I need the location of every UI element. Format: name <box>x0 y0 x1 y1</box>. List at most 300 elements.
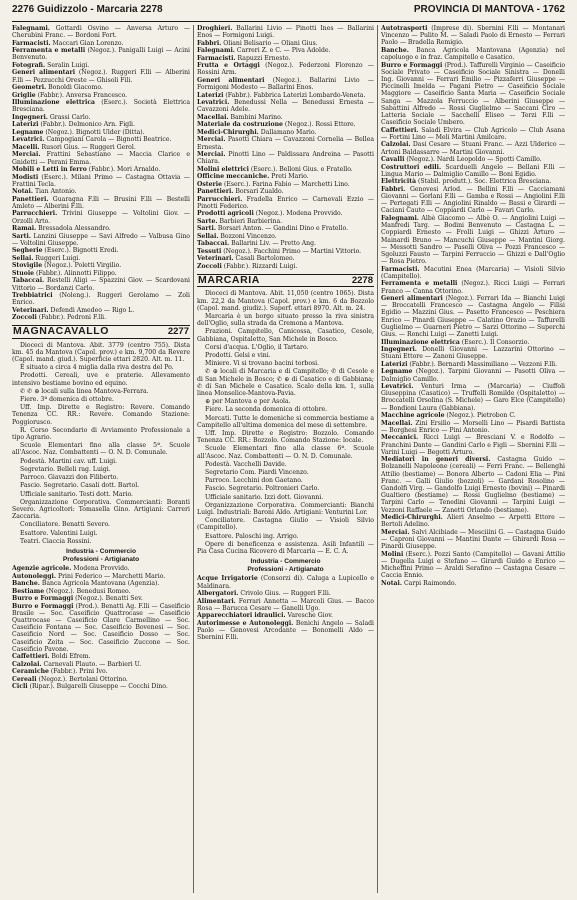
directory-entry <box>12 277 190 291</box>
directory-entry <box>197 25 374 39</box>
directory-entry <box>381 383 565 412</box>
entry-text: Benedussi Nella — Benedussi Ernesta — Cavazzoni Adele. <box>197 99 374 114</box>
directory-entry <box>12 270 190 277</box>
entry-category: Elettricità <box>381 178 417 186</box>
entry-text: Carreri Z. e C. — Piva Adolde. <box>234 47 331 55</box>
directory-entry <box>381 127 565 141</box>
entry-text: Restelli Aligi — Spazzini Giov. — Scardovani Vittorio — Bordanzi Carlo. <box>12 277 190 292</box>
directory-entry <box>12 151 190 165</box>
entry-category: Sellai. <box>12 254 34 262</box>
entry-category: Osterie <box>197 180 223 188</box>
directory-entry <box>197 166 374 173</box>
directory-entry <box>197 92 374 99</box>
entry-category: Molini elettrici <box>197 165 249 173</box>
entry-category: Calzolai. <box>381 141 411 149</box>
description-paragraph: Podestà. Martini cav. uff. Luigi. <box>20 457 118 465</box>
description-paragraph: Frazioni. Campitello, Canicossa, Casatico, Cesole, Gabbiana, Ospitaletto, San Michele in Bosco. <box>197 328 374 343</box>
column-divider <box>193 25 194 893</box>
entry-category: Acque Irrigatorie <box>197 575 258 583</box>
entry-category: Levatrici. <box>381 383 414 390</box>
directory-entry <box>12 62 190 69</box>
entry-category: Falegnami. <box>12 25 50 32</box>
town-name: MARCARIA <box>198 274 260 287</box>
entry-text: Borsari Zualdo. <box>233 188 284 196</box>
directory-entry <box>12 40 190 47</box>
entry-text: (Eserc.). Pozzi Santo (Campitello) — Gavani Attilio — Dugella Luigi e Stefano — Girardi Guido e Enrico — Micheffini Primo — Araldi Serafino — Castagna Cesare — Caccia Ennio. <box>381 550 565 580</box>
entry-text: (Negoz.). Nardi Leopoldo — Spotti Camillo. <box>404 156 542 164</box>
directory-entry <box>12 653 190 660</box>
entry-text: Bressadola Alessandro. <box>36 225 111 233</box>
description-paragraph: ⊕ per Mantova e per Asola. <box>205 398 291 406</box>
entry-text: Bambini Marino. <box>228 113 283 121</box>
directory-entry <box>197 240 374 247</box>
entry-category: Stovigile <box>12 262 43 270</box>
entry-text: (Fabbr.). Delmonico Arn. Figli. <box>38 121 135 129</box>
directory-entry <box>381 186 565 215</box>
entry-text: Bozzoni Vincenzo. <box>218 232 277 240</box>
entry-category: Legname <box>12 128 44 136</box>
entry-category: Stuoie <box>12 269 35 277</box>
directory-entry <box>381 156 565 163</box>
entry-text: Frattini Sebastiano — Maccia Clarice e Gnidetti — Perani Emma. <box>12 151 190 166</box>
directory-entry <box>381 178 565 185</box>
entry-text: Crivolo Gius. — Ruggeri F.lli. <box>238 590 331 598</box>
entry-text: Dallamano Mario. <box>258 128 317 136</box>
entry-text: (Negoz.). Ballarini Livio — Formigoni Modesto — Ballarini Enos. <box>197 76 374 92</box>
entry-category: Macellai. <box>381 419 413 427</box>
entry-text: Saladi Elvira — Club Agricolo — Club Asana — Fortini Lino — Meli Martini Amilcare. <box>381 126 565 141</box>
entry-text: Scarduelli Angelo — Bellani F.lli — Lingua Mario — Dalmiglio Camillo — Boni Egidio. <box>381 163 565 178</box>
entry-category: Costruttori edili. <box>381 163 442 171</box>
entry-text: Barbieri Barbierina. <box>217 217 283 225</box>
directory-entry <box>12 225 190 232</box>
directory-entry <box>197 129 374 136</box>
entry-text: Albè Giacomo — Albè O. — Angiolini Luigi — Manfredi Targ. — Bodini Benvenuto — Castagna L. — Coppiardi Ernesto — Frolli Luigi — Ghizzi Arturo — Mainardi Bruno — Mancuchi Giuseppe — Mantini Giorg. — Messotti Sandro — Paselli Oliva — Pozzi Francesco — Sgoluzzi Fausto — Tarpini Ferruccio — Ghizzi e Dall'Oglio — Rosa Pietro. <box>381 214 565 266</box>
entry-category: Falegnami. <box>381 214 419 222</box>
entry-category: Merciai. <box>381 528 410 536</box>
directory-entry <box>12 603 190 653</box>
entry-text: (Negoz.). Facchini Primo — Martini Vittorio. <box>221 247 362 255</box>
entry-text: (Eserc.). Belloni Gius. e Fratello. <box>248 165 353 173</box>
directory-entry <box>12 588 190 595</box>
directory-entry <box>381 339 565 346</box>
description-paragraph: Segretario. Belleli rag. Luigi. <box>20 465 111 473</box>
entry-category: Medici-Chirurghi. <box>197 128 259 136</box>
entry-text: Boldi Efrem. <box>49 653 91 661</box>
entry-text: Castagna Guido — Bolzanelli Napoleone (cereali) — Ferri Franc. — Bellenghi Attilio (bestiame) — Bonora Alberto — Cadoni Elia — Pini Franc. — Galli Giulio (bozzoli) — Gardani Rosolino — Gandolfi Virg. — Gandolfo Luigi Ernesto (bovini) — Pinardi Gualtiero (bestiame) — Rossi Guglielmo (bestiame) — Tarpini Carlo — Tenedini Giovanni — Tarpini Luigi — Vezzoni Raffaele — Zanetti Orlando (bestiame). <box>381 456 565 514</box>
entry-category: Burro e Formaggi <box>381 61 443 69</box>
directory-entry <box>381 551 565 580</box>
entry-text: (Eserc.). Bignotti Eredi. <box>42 247 119 255</box>
description-paragraph: Prodotti. Gelsi e vini. <box>205 351 271 359</box>
directory-entry <box>381 420 565 434</box>
entry-text: Pasotti Chiara — Cavazzoni Cornelia — Bellea Ernesta. <box>197 136 374 151</box>
entry-list <box>197 575 374 641</box>
entry-text: (Negoz.). Bertolani Ottorino. <box>36 675 128 683</box>
entry-category: Fabbri. <box>381 185 406 193</box>
entry-text: Defendi Amedeo — Rigo L. <box>48 306 135 314</box>
entry-text: (Fabbr.). Bernardi Massimiliano — Vezzoni F.lli. <box>407 360 558 368</box>
entry-text: (Negoz.). Poletti Virgilio. <box>42 262 122 270</box>
description-paragraph: Prodotti. Cereali, uve e praterie. Allevamento intensivo bestiame bovino ed equino. <box>12 372 190 387</box>
directory-entry <box>197 248 374 255</box>
entry-category: Ramai. <box>12 225 37 233</box>
directory-entry <box>197 620 374 642</box>
directory-entry <box>12 307 190 314</box>
entry-text: Macutini Enea (Marcaria) — Visioli Silvio (Campitello). <box>381 265 565 280</box>
directory-entry <box>12 47 190 61</box>
description-paragraph: Uff. Imp. Dirette e Registro: Revere. Comando Tenenza CC. RR.: Revere. Comando Stazione: Poggiorusco. <box>12 404 190 426</box>
description-paragraph: ✆ ⊕ locali di Marcaria e di Campitello; ✆ di Cesole e di San Michele in Bosco; ✆ ⊕ di Casatico e di Gabbiana; ✆ di San Michele e Casatico. Scalo della km. 1, sulla linea Monselice-Mantova-Pavia. <box>197 368 374 397</box>
description-paragraph: Fascio. Segretario. Casali dott. Bartol. <box>20 482 140 490</box>
entry-category: Apparecchiatori idraulici. <box>197 612 286 620</box>
entry-text: (Prod.). Benatti Ag. F.lli — Caseificio Brasile — Soc. Caseificio Quattrocase — Caseificio Quattrocase — Caseificio Glare Carmellino — Soc. Caseificio Fontana — Soc. Caseificio Bovenesi — Soc. Caseificio Nord — Soc. Caseificio Dosso — Soc. Caseificio Zeita — Soc. Caseificio Zuccone — Soc. Caseificio Pavone. <box>12 602 190 653</box>
entry-category: Caffettieri. <box>12 653 50 661</box>
entry-category: Parrucchieri. <box>12 210 58 218</box>
entry-category: Ingegneri. <box>12 113 48 121</box>
directory-entry <box>197 77 374 91</box>
directory-entry <box>381 47 565 61</box>
entry-text: Guaragna F.lli — Brusini F.lli — Bestelli Amleto — Alberini F.lli. <box>12 195 190 210</box>
directory-entry <box>12 84 190 91</box>
directory-entry <box>12 247 190 254</box>
directory-entry <box>12 92 190 99</box>
entry-text: Ferrari Annetta — Marcoli Gius. — Bacco Rosa — Barucca Cesare — Ganelli Ugo. <box>197 597 374 612</box>
directory-entry <box>12 668 190 675</box>
entry-text: Ballarini Liv. — Pretto Ang. <box>229 240 316 248</box>
entry-category: Zoccoli <box>197 262 222 270</box>
directory-entry <box>197 40 374 47</box>
entry-text: (Fabbr.). Rizzardi Luigi. <box>221 262 298 270</box>
directory-entry <box>12 255 190 262</box>
entry-text: (Fabbr.). Alinnotti Filippo. <box>34 269 117 277</box>
entry-category: Falegnami. <box>197 47 235 55</box>
directory-entry <box>197 99 374 113</box>
directory-entry <box>381 280 565 294</box>
directory-entry <box>12 314 190 321</box>
directory-entry <box>381 346 565 360</box>
directory-entry <box>12 166 190 173</box>
directory-entry <box>381 514 565 528</box>
entry-category: Generi alimentari <box>12 69 76 77</box>
entry-text: Ruggeri Luigi. <box>33 254 81 262</box>
entry-text: Salvi Alcibiade — Mesciiini G. — Castagna Guido — Caproni Giovanni — Mantini Dante — Ghirardi Rosa — Pinardi Giuseppe. <box>381 528 565 551</box>
entry-category: Autorimesse e Autonoleggi. <box>197 619 294 627</box>
entry-category: Macelli. <box>12 143 40 151</box>
directory-entry <box>197 151 374 165</box>
description-paragraph: Scuole Elementari fino alla classe 5ª. Scuole all'Ascoc. Naz. Combattenti — O. N. D. Comunale. <box>12 442 190 457</box>
description-paragraph: Podestà. Vacchelli Davide. <box>205 460 287 468</box>
entry-category: Burro e Formaggi <box>12 595 74 603</box>
directory-entry <box>12 188 190 195</box>
section-title: Industria - Commercio <box>66 547 136 555</box>
entry-category: Veterinari. <box>12 306 49 314</box>
entry-text: Benichi Angelo — Saladi Paolo — Genovesi Arcodante — Bonomelli Aldo — Sbernini F.lli. <box>197 619 374 642</box>
directory-entry <box>12 580 190 587</box>
entry-text: Casali Bartolomeo. <box>233 255 295 263</box>
directory-entry <box>12 129 190 136</box>
entry-text: (Eserc.). Il Consorzio. <box>459 338 530 346</box>
entry-category: Legname <box>381 368 413 376</box>
entry-text: (Fabbr.). Fabbrica Laterizi Lombardo-Veneta. <box>223 91 366 99</box>
directory-entry <box>381 141 565 155</box>
directory-entry <box>197 233 374 240</box>
entry-category: Autonoleggi. <box>12 572 57 580</box>
entry-text: Campogiani Carola — Bignotti Beatrice. <box>44 136 172 144</box>
description-paragraph: Dioceci di Mantova. Abit. 3779 (centro 755). Dista km. 45 da Mantova (Capol. prov.) e km. 9,700 da Revere (Capol. mand. giud.). Superficie ettari 2820. Alt. m. 11. <box>12 341 190 364</box>
directory-entry <box>381 361 565 368</box>
directory-entry <box>12 114 190 121</box>
entry-category: Notai. <box>381 579 402 587</box>
entry-text: Bonoldi Giacomo. <box>46 84 103 92</box>
entry-category: Albergatori. <box>197 590 239 598</box>
entry-category: Agenzie agricole. <box>12 565 72 573</box>
entry-category: Modisti <box>12 173 39 181</box>
entry-category: Laterizi <box>381 360 408 368</box>
entry-text: (Negoz.). Federzoni Florenzo — Rossini Arm. <box>197 62 374 77</box>
directory-entry <box>12 661 190 668</box>
entry-text: (Negoz.). Ruggeri F.lli — Alberini F.lli — Pezzucchi Oreste — Ghisoli Fili. <box>12 69 190 84</box>
entry-category: Cavalli <box>381 156 405 164</box>
section-heading <box>12 548 190 563</box>
entry-text: Ricci Luigi — Bresciani V. e Rodolfo — Franchini Dante — Gandini Carlo e Figli — Sbernini F.lli — Varini Luigi — Begotti Arturo. <box>381 434 565 456</box>
description-paragraph: Miniere. Vi si trovano bacini torbosi. <box>205 360 320 368</box>
town-description <box>197 290 374 555</box>
entry-text: Banca Agricola Mantovana (Agenzia) nel capoluogo e in fraz. Campitello e Casatico. <box>381 46 565 62</box>
description-paragraph: Scuole Elementari fino alla classe 6ª. Scuole all'Ascoc. Naz. Combattenti — O. N. D. Comunale. <box>197 445 374 460</box>
directory-entry <box>12 174 190 188</box>
entry-category: Mobili e Letti in ferro <box>12 166 87 174</box>
entry-category: Tabaccai. <box>197 240 230 248</box>
entry-category: Merciai. <box>197 151 226 159</box>
entry-category: Panettieri. <box>12 195 49 203</box>
entry-text: Gottardi Osvino — Anversa Arturo — Cherubini Franc. — Bordoni Fort. <box>12 25 190 40</box>
section-heading <box>197 558 374 573</box>
entry-text: (Eserc.). Milani Primo — Castagna Ottavia — Frattini Tecla. <box>12 173 190 188</box>
entry-text: Rusori Gius. — Ruggeri Gerol. <box>39 143 136 151</box>
entry-text: (Negoz.). Bignotti Ulder (Ditta). <box>43 128 145 136</box>
directory-entry <box>197 47 374 54</box>
description-paragraph: Parroco. Lecchini don Gaetano. <box>205 477 303 485</box>
description-paragraph: Marcaria è un borgo situato presso la riva sinistra dell'Oglio, sulla strada da Cremona a Mantova. <box>197 312 374 328</box>
column-right <box>381 25 565 895</box>
description-paragraph: Organizzazione Corporativa. Commercianti: Bianchi Luigi. Industriali: Baroni Aldo. Artigiani: Venturini Lor. <box>197 501 374 517</box>
section-subtitle: Professioni - Artigianato <box>62 555 140 563</box>
entry-text: (Negoz.). Pietrobon C. <box>444 412 516 420</box>
entry-category: Fotografi. <box>12 61 46 69</box>
column-divider <box>377 25 378 893</box>
directory-entry <box>381 164 565 178</box>
entry-category: Panettieri. <box>197 188 234 196</box>
directory-entry <box>12 676 190 683</box>
entry-category: Mediatori in generi diversi. <box>381 456 491 464</box>
directory-entry <box>197 218 374 225</box>
entry-category: Geometri. <box>12 84 47 92</box>
entry-text: Modena Provvido. <box>71 565 130 573</box>
column-left <box>12 25 190 895</box>
entry-category: Officine meccaniche. <box>197 173 270 181</box>
directory-entry <box>12 144 190 151</box>
directory-entry <box>197 598 374 612</box>
entry-category: Generi alimentari <box>197 76 265 84</box>
town-number: 2277 <box>167 326 189 338</box>
entry-category: Sellai. <box>197 232 219 240</box>
entry-text: (Consorzi di). Caluga a Lupicello e Maldinara. <box>197 575 374 590</box>
entry-category: Ingegneri. <box>381 346 417 354</box>
entry-category: Sarti. <box>12 232 31 240</box>
directory-entry <box>12 69 190 83</box>
entry-text: (Negoz.). Rossi Ettore. <box>282 121 356 129</box>
description-paragraph: Dioceci di Mantova. Abit. 11,050 (centro 1065). Dista km. 22,2 da Mantova (Capol. prov.) e km. 6 da Bozzolo (Capol. mand. giudiz.). Superf. ettari 8970. Alt. m. 24. <box>197 290 374 312</box>
entry-text: Borsari Anton. — Gandini Dino e Fratello. <box>215 225 349 233</box>
directory-entry <box>197 590 374 597</box>
entry-text: Trivini Giuseppe — Voltolini Giov. — Orzolli Arto. <box>12 210 190 225</box>
directory-entry <box>12 196 190 210</box>
header-right-title: PROVINCIA DI MANTOVA - 1762 <box>413 4 565 15</box>
entry-text: (Negoz.). Benedusi Romeo. <box>44 587 131 595</box>
directory-entry <box>12 99 190 113</box>
directory-entry <box>197 121 374 128</box>
entry-category: Fabbri. <box>197 39 222 47</box>
entry-text: (Fabbr.). Mori Arnaldo. <box>86 166 161 174</box>
entry-category: Ceramiche <box>12 668 49 676</box>
entry-list <box>12 25 190 321</box>
page-header <box>12 4 565 20</box>
description-paragraph: Conciliatore. Castagna Giulio — Visioli Silvio (Campitello). <box>197 517 374 532</box>
directory-entry <box>381 456 565 514</box>
description-paragraph: Fiere. La seconda domenica di ottobre. <box>205 406 328 414</box>
entry-category: Materiale da costruzione <box>197 121 283 129</box>
description-paragraph: Mercati. Tutte le domeniche si commercia bestiame a Campitello all'ultima domenica del mese di settembre. <box>197 414 374 429</box>
description-paragraph: ✆ ✆ ⊕ locali sulla linea Mantova-Ferrara. <box>20 387 149 395</box>
entry-text: Grassi Carlo. <box>47 113 91 121</box>
directory-entry <box>197 136 374 150</box>
town-name: MAGNACAVALLO <box>13 325 110 338</box>
entry-text: (Fabbr.). Pedroni F.lli. <box>36 314 107 322</box>
directory-entry <box>197 196 374 210</box>
directory-entry <box>197 263 374 270</box>
directory-entry <box>197 114 374 121</box>
description-paragraph: Ufficiale sanitario. Izzi dott. Giovanni. <box>205 493 324 501</box>
description-paragraph: È situato a circa 4 miglia dalla riva destra del Po. <box>20 364 174 372</box>
entry-text: Venturi Irma — (Marcaria) — Ciuffoli Giuseppina (Casatico) — Truffelli Romilde (Ospitaletto) — Broccatelli Orsolina (S. Michele) — Garo Elce (Campitello) — Bondioni Laura (Gabbiana). <box>381 383 565 412</box>
entry-text: (Fabbr.). Prini Ivo. <box>48 668 108 676</box>
column-middle <box>197 25 374 895</box>
directory-entry <box>197 188 374 195</box>
entry-text: (Eserc.). Società Elettrica Bresciana. <box>12 99 190 114</box>
directory-entry <box>12 573 190 580</box>
description-paragraph: Fascio. Segretario. Poltronieri Carlo. <box>205 485 320 493</box>
description-paragraph: Parroco. Giavazzi don Filiberto. <box>20 474 119 482</box>
section-title: Industria - Commercio <box>250 558 321 566</box>
entry-text: Rapuzzi Ernesto. <box>235 54 291 62</box>
entry-category: Prodotti agricoli <box>197 210 254 218</box>
entry-category: Bestiame <box>12 587 45 595</box>
entry-category: Molini <box>381 550 404 558</box>
directory-entry <box>381 529 565 551</box>
entry-category: Merciai. <box>197 136 226 144</box>
directory-entry <box>197 575 374 589</box>
entry-text: (Negoz.). Ricci Luigi — Ferrari Franco — Canna Ottorino. <box>381 280 565 295</box>
header-left-title: 2276 Guidizzolo - Marcaria 2278 <box>12 4 163 15</box>
entry-text: Prini Federico — Marchetti Mario. <box>56 572 166 580</box>
directory-entry <box>381 434 565 456</box>
entry-text: (Stabil. produtt.). Soc. Elettrica Bresciana. <box>416 178 552 186</box>
entry-text: Ballarini Livio — Pinotti Ines — Ballarini Enos — Formigoni Luigi. <box>197 25 374 40</box>
entry-category: Meccanici. <box>381 434 419 442</box>
entry-category: Cereali <box>12 675 37 683</box>
header-rule <box>12 21 565 22</box>
entry-text: Tian Antonio. <box>33 188 77 196</box>
entry-category: Zoccoli <box>12 314 37 322</box>
entry-category: Tabaccai. <box>12 277 45 285</box>
entry-text: Genovesi Arlod. — Bellini F.lli — Cacciamani Giovanni — Gorlani F.lli — Gamba e Rossi — Angiolini F.lli — Pertegati F.lli — Angiolini Rinaldo — Bassi e Girardi — Caciani Cauto — Coppiardi Carlo — Favari Carlo. <box>381 185 565 215</box>
entry-text: (Negoz.). Modena Provvido. <box>253 210 343 218</box>
town-number: 2278 <box>351 275 373 287</box>
entry-category: Macchine agricole <box>381 412 445 420</box>
entry-category: Alimentari. <box>197 597 236 605</box>
entry-text: Donelli Giovanni — Lazzarini Ottorino — Stuani Ettore — Zanoni Giuseppe. <box>381 346 565 361</box>
entry-category: Segherie <box>12 247 43 255</box>
entry-category: Burro e Formaggi <box>12 602 74 610</box>
directory-entry <box>12 136 190 143</box>
entry-category: Laterizi <box>197 91 224 99</box>
directory-entry <box>381 580 565 587</box>
entry-text: Preti Mario. <box>269 173 309 181</box>
description-paragraph: Opere di beneficenza e assistenza. Asili Infantili — Pia Casa Cucina Ricovero di Marcaria — E. C. A. <box>197 540 374 556</box>
directory-entry <box>197 612 374 619</box>
directory-entry <box>197 55 374 62</box>
entry-text: (Imprese di). Sbernini F.lli — Montanari Vincenzo — Pulito M. — Saladi Paolo di Ernesto — Ferrari Paolo — Bradella Remigio. <box>381 25 565 47</box>
entry-category: Banche. <box>381 46 409 54</box>
directory-entry <box>12 262 190 269</box>
description-paragraph: Segretario Com. Piardi Vincenzo. <box>205 469 309 476</box>
entry-category: Macellai. <box>197 113 229 121</box>
entry-text: Oliani Belisario — Oliani Gius. <box>221 39 318 47</box>
entry-category: Sarte. <box>197 217 218 225</box>
entry-category: Generi alimentari <box>381 295 443 303</box>
entry-category: Farmacisti. <box>197 54 236 62</box>
entry-category: Tessuti <box>197 247 222 255</box>
entry-category: Calzolai. <box>12 660 42 668</box>
directory-entry <box>12 121 190 128</box>
entry-text: (Noleng.). Ruggeri Gerolamo — Zoli Enrico. <box>12 292 190 307</box>
entry-category: Ferramenta e metalli <box>381 280 458 288</box>
entry-text: Dasi Cesare — Stuani Franc. — Azzi Ulderico — Artoni Baldassarre — Martini Giovanni. <box>381 141 565 156</box>
entry-category: Banche. <box>12 580 40 588</box>
description-paragraph: R. Corso Secondario di Avviamento Professionale a tipo Agrario. <box>12 426 190 442</box>
entry-category: Frutta e Ortaggi <box>197 62 260 70</box>
entry-category: Illuminazione elettrica <box>12 99 96 107</box>
description-paragraph: Organizzazione Corporativa. Commercianti: Boranti Severo. Agricoltori: Tomasella Gino. Artigiani: Carreri Zaccaria. <box>12 498 190 521</box>
directory-entry <box>197 225 374 232</box>
entry-category: Levatrici. <box>12 136 45 144</box>
town-heading <box>197 274 374 287</box>
directory-entry <box>381 62 565 127</box>
directory-entry <box>12 210 190 224</box>
entry-text: Zini Ersilio — Morselli Lino — Pisardi Battista — Borghesi Enrico — Pini Antonio. <box>381 419 565 434</box>
town-heading <box>12 325 190 338</box>
entry-text: Carnevali Plauto. — Barbieri U. <box>41 660 142 668</box>
description-paragraph: Ufficiale sanitario. Testi dott. Mario. <box>20 490 134 498</box>
description-paragraph: Uff. Imp. Dirette e Registro: Bozzolo. Comando Tenenza CC. RR.: Bozzolo. Comando Stazione: locale. <box>197 429 374 445</box>
directory-entry <box>197 181 374 188</box>
entry-text: (Eserc.). Farina Fabio — Marchetti Lino. <box>222 180 350 188</box>
directory-entry <box>197 210 374 217</box>
directory-entry <box>12 233 190 247</box>
entry-category: Illuminazione elettrica <box>381 338 460 346</box>
entry-category: Sarti. <box>197 225 216 233</box>
